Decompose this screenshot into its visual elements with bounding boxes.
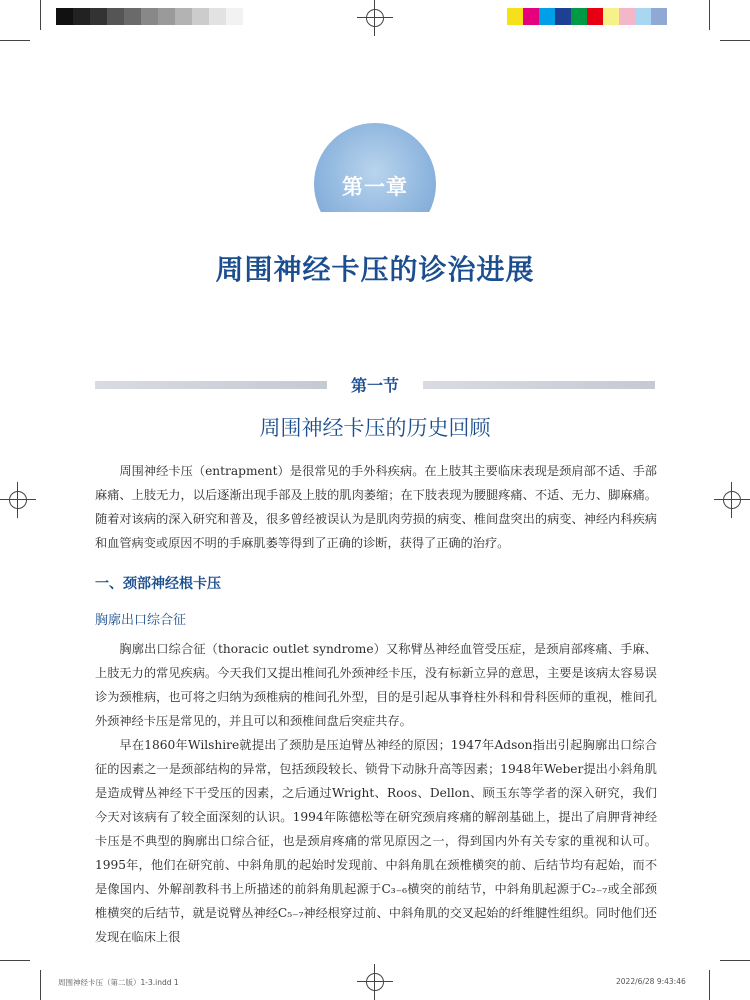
crop-mark xyxy=(720,40,750,41)
grey-swatch xyxy=(124,8,141,25)
grey-swatch xyxy=(158,8,175,25)
crop-mark xyxy=(720,960,750,961)
registration-mark-top xyxy=(357,0,393,36)
color-swatch xyxy=(619,8,635,25)
intro-paragraph: 周围神经卡压（entrapment）是很常见的手外科疾病。在上肢其主要临床表现是颈肩部不适、手部麻痛、上肢无力，以后逐渐出现手部及上肢的肌肉萎缩；在下肢表现为腰腿疼痛、不适、无力、脚麻痛。随着对该病的深入研究和普及，很多曾经被误认为是肌肉劳损的病变、椎间盘突出的病变、神经内科疾病和血管病变或原因不明的手麻肌萎等得到了正确的诊断，获得了正确的治疗。 xyxy=(95,464,657,550)
chapter-title: 周围神经卡压的诊治进展 xyxy=(215,253,535,286)
color-calibration-bar xyxy=(507,8,667,25)
chapter-badge-label: 第一章 xyxy=(342,175,408,199)
color-swatch xyxy=(555,8,571,25)
section-rule-right xyxy=(423,381,655,389)
crop-mark xyxy=(40,0,41,30)
grey-swatch xyxy=(107,8,124,25)
registration-mark-right xyxy=(714,482,750,518)
color-swatch xyxy=(523,8,539,25)
registration-mark-left xyxy=(0,482,36,518)
crop-mark xyxy=(709,0,710,30)
grey-calibration-bar xyxy=(56,8,243,25)
crop-mark xyxy=(709,970,710,1000)
section-title: 周围神经卡压的历史回顾 xyxy=(259,416,491,440)
color-swatch xyxy=(651,8,667,25)
section-label: 第一节 xyxy=(350,376,399,395)
heading-level-2: 胸廓出口综合征 xyxy=(95,613,187,628)
body-paragraph-2: 早在1860年Wilshire就提出了颈肋是压迫臂丛神经的原因；1947年Adson指出引起胸廓出口综合征的因素之一是颈部结构的异常，包括颈段较长、锁骨下动脉升高等因素；1948年Weber提出小斜角肌是造成臂丛神经下干受压的因素，之后通过Wright、Roos、Dellon、顾玉东等学者的深入研究，我们今天对该病有了较全面深刻的认识。1994年陈德松等在研究颈肩疼痛的解剖基础上，提出了肩胛背神经卡压是不典型的胸廓出口综合征，也是颈肩疼痛的常见原因之一，得到国内外有关专家的重视和认可。1995年，他们在研究前、中斜角肌的起始时发现前、中斜角肌在颈椎横突的前、后结节均有起始，而不是像国内、外解剖教科书上所描述的前斜角肌起源于C₃₋₆横突的前结节，中斜角肌起源于C₂₋₇或全部颈椎横突的后结节，就是说臂丛神经C₅₋₇神经根穿过前、中斜角肌的交叉起始的纤维腱性组织。同时他们还发现在临床上很 xyxy=(95,738,657,944)
grey-swatch xyxy=(226,8,243,25)
grey-swatch xyxy=(141,8,158,25)
registration-mark-bottom xyxy=(357,964,393,1000)
footer-timestamp: 2022/6/28 9:43:46 xyxy=(616,977,686,986)
color-swatch xyxy=(635,8,651,25)
badge-bottom-mask xyxy=(300,212,450,252)
grey-swatch xyxy=(90,8,107,25)
crop-mark xyxy=(0,960,30,961)
color-swatch xyxy=(507,8,523,25)
crop-mark xyxy=(0,40,30,41)
grey-swatch xyxy=(73,8,90,25)
color-swatch xyxy=(603,8,619,25)
heading-level-1: 一、颈部神经根卡压 xyxy=(95,576,221,592)
color-swatch xyxy=(587,8,603,25)
crop-mark xyxy=(40,970,41,1000)
section-rule-left xyxy=(95,381,327,389)
grey-swatch xyxy=(192,8,209,25)
body-paragraph-1: 胸廓出口综合征（thoracic outlet syndrome）又称臂丛神经血管受压症，是颈肩部疼痛、手麻、上肢无力的常见疾病。今天我们又提出椎间孔外颈神经卡压，没有标新立异的意思，主要是该病太容易误诊为颈椎病，也可将之归纳为颈椎病的椎间孔外型，目的是引起从事脊柱外科和骨科医师的重视，椎间孔外颈神经卡压是常见的，并且可以和颈椎间盘后突症共存。 xyxy=(95,642,657,728)
color-swatch xyxy=(571,8,587,25)
grey-swatch xyxy=(175,8,192,25)
footer-file-info: 周围神经卡压（第二版）1-3.indd 1 xyxy=(58,978,179,987)
grey-swatch xyxy=(209,8,226,25)
color-swatch xyxy=(539,8,555,25)
grey-swatch xyxy=(56,8,73,25)
